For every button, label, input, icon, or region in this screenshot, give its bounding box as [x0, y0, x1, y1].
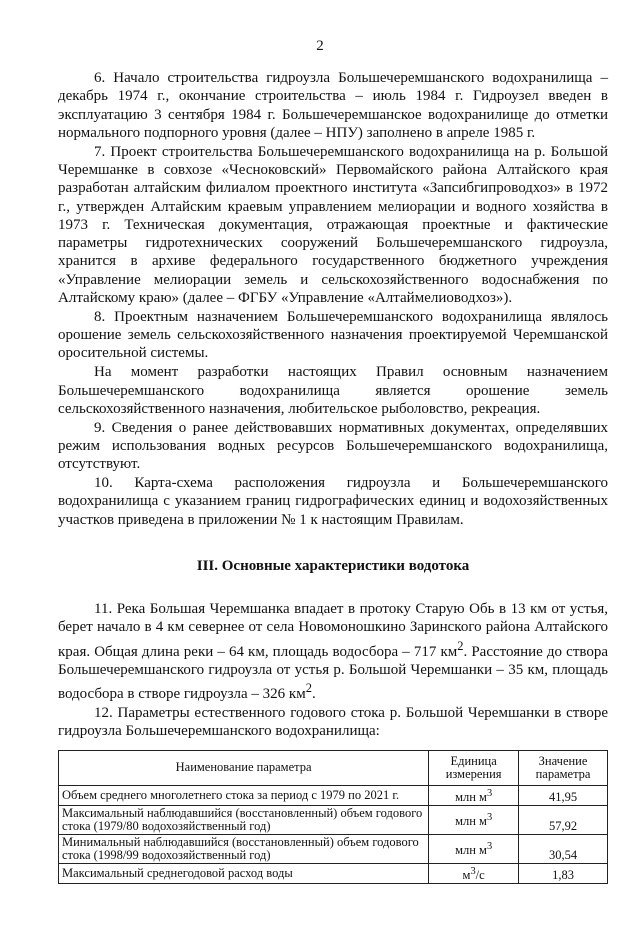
- table-row: [59, 863, 608, 883]
- superscript: 2: [457, 638, 464, 653]
- row-value: 30,54: [519, 834, 608, 863]
- table-row: [59, 805, 608, 834]
- header-value: Значение параметра: [519, 750, 608, 785]
- row-unit: [429, 834, 519, 863]
- paragraph-6: 6. Начало строительства гидроузла Большечеремшанского водохранилища – декабрь 1974 г., окончание строительства – июль 1984 г. Гидроузел введен в эксплуатацию 3 сентября 1984 г. Большечеремшанское водохранилище до отметки нормального подпорного уровня (далее – НПУ) заполнено в апреле 1985 г.: [58, 70, 608, 141]
- unit-sup: 3: [486, 841, 493, 853]
- table-header-row: [59, 750, 608, 785]
- unit-text: млн м: [455, 843, 487, 858]
- unit-text: млн м: [455, 814, 487, 829]
- unit-sup: 3: [486, 812, 493, 824]
- page-number: 2: [316, 38, 324, 54]
- paragraph-10: 10. Карта-схема расположения гидроузла и Большечеремшанского водохранилища с указанием границ гидрографических единиц и водохозяйственных участков приведена в приложении № 1 к настоящим Правилам.: [58, 475, 608, 528]
- paragraph-11-mid: . Расстояние до створа Большечеремшанского гидроузла от устья р. Большой Черемшанки – 35 км, площадь водосбора в створе гидроузла – 326 км: [58, 643, 609, 703]
- row-value: 1,83: [519, 863, 608, 883]
- paragraph-purpose: На момент разработки настоящих Правил основным назначением Большечеремшанского водохранилища является орошение земель сельскохозяйственного назначения, любительское рыболовство, рекреация.: [58, 364, 608, 417]
- section-title: III. Основные характеристики водотока: [196, 557, 470, 574]
- unit-sup: 3: [470, 865, 476, 877]
- row-name: Минимальный наблюдавшийся (восстановленный) объем годового стока (1998/99 водохозяйственный год): [59, 834, 429, 863]
- document-body: [58, 69, 608, 884]
- row-name: Максимальный наблюдавшийся (восстановленный) объем годового стока (1979/80 водохозяйственный год): [59, 805, 429, 834]
- header-parameter-name: Наименование параметра: [59, 750, 429, 785]
- paragraph-11: [58, 600, 608, 703]
- row-value: 57,92: [519, 805, 608, 834]
- unit-text: м: [462, 867, 471, 882]
- paragraph-11-text: 11. Река Большая Черемшанка впадает в протоку Старую Обь в 13 км от устья, берет начало в 4 км севернее от села Новомоношкино Заринского района Алтайского края. Общая длина реки – 64 км, площадь водосбора – 717 км: [58, 600, 608, 660]
- unit-sup: 3: [486, 787, 493, 799]
- runoff-parameters-table: [58, 750, 608, 884]
- paragraph-12: 12. Параметры естественного годового стока р. Большой Черемшанки в створе гидроузла Большечеремшанского водохранилища:: [58, 704, 608, 740]
- row-name: Объем среднего многолетнего стока за период с 1979 по 2021 г.: [59, 785, 429, 805]
- row-unit: [429, 863, 519, 883]
- superscript: 2: [305, 681, 312, 696]
- row-value: 41,95: [519, 785, 608, 805]
- paragraph-9: 9. Сведения о ранее действовавших нормативных документах, определявших режим использования водных ресурсов Большечеремшанского водохранилища, отсутствуют.: [58, 419, 608, 473]
- row-name: Максимальный среднегодовой расход воды: [59, 863, 429, 883]
- paragraph-11-end: .: [311, 686, 316, 703]
- paragraph-8: 8. Проектным назначением Большечеремшанского водохранилища являлось орошение земель сельскохозяйственного назначения проектируемой Черемшанской оросительной системы.: [58, 308, 608, 362]
- table-row: [59, 834, 608, 863]
- row-unit: [429, 805, 519, 834]
- row-unit: [429, 785, 519, 805]
- unit-text: млн м: [455, 789, 487, 804]
- paragraph-7: 7. Проект строительства Большечеремшанского водохранилища на р. Большой Черемшанке в совхозе «Чесноковский» Первомайского района Алтайского края разработан алтайским филиалом проектного института «Запсибгипроводхоз» в 1972 г., утвержден Алтайским краевым управлением мелиорации и водного хозяйства в 1973 г. Техническая документация, отражающая проектные и фактические параметры гидротехнических сооружений Большечеремшанского гидроузла, хранится в архиве федерального государственного бюджетного учреждения «Управление мелиорации земель и сельскохозяйственного водоснабжения по Алтайскому краю» (далее – ФГБУ «Управление «Алтаймелиоводхоз»).: [58, 143, 608, 307]
- unit-suffix: /с: [475, 867, 485, 882]
- table-row: [59, 785, 608, 805]
- header-unit: Единица измерения: [429, 750, 519, 785]
